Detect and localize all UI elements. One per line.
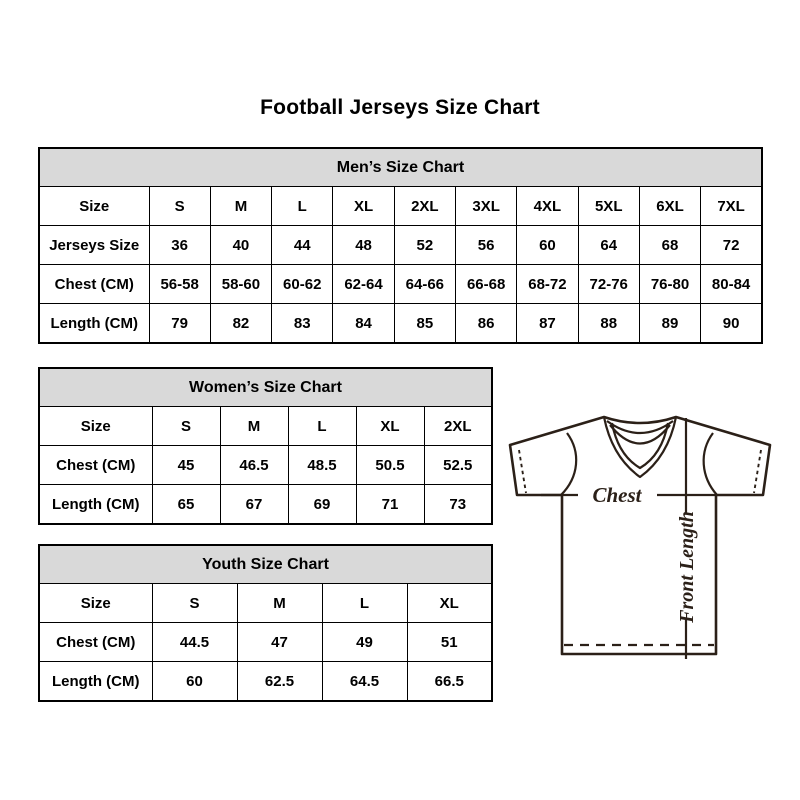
size-value-cell: 60 (152, 662, 237, 702)
size-value-cell: 67 (220, 485, 288, 525)
size-value-cell: 3XL (455, 187, 516, 226)
size-value-cell: 64 (578, 226, 639, 265)
chest-label: Chest (592, 483, 642, 507)
size-value-cell: M (220, 407, 288, 446)
size-value-cell: 6XL (639, 187, 700, 226)
size-value-cell: 51 (407, 623, 492, 662)
row-label: Length (CM) (39, 485, 152, 525)
row-label: Length (CM) (39, 304, 149, 344)
table-header-row (39, 545, 492, 584)
size-value-cell: 87 (517, 304, 578, 344)
size-value-cell: 40 (210, 226, 271, 265)
page-title: Football Jerseys Size Chart (260, 96, 540, 119)
size-value-cell: 49 (322, 623, 407, 662)
row-label: Size (39, 584, 152, 623)
size-value-cell: 68-72 (517, 265, 578, 304)
size-value-cell: L (288, 407, 356, 446)
size-value-cell: 86 (455, 304, 516, 344)
size-value-cell: 82 (210, 304, 271, 344)
size-value-cell: 72 (701, 226, 762, 265)
table-row (39, 485, 492, 525)
row-label: Size (39, 407, 152, 446)
row-label: Chest (CM) (39, 623, 152, 662)
table-row (39, 407, 492, 446)
row-label: Size (39, 187, 149, 226)
size-value-cell: 44.5 (152, 623, 237, 662)
table-row (39, 187, 762, 226)
size-value-cell: S (152, 407, 220, 446)
table-header-row (39, 368, 492, 407)
size-value-cell: 69 (288, 485, 356, 525)
size-value-cell: 89 (639, 304, 700, 344)
size-value-cell: 46.5 (220, 446, 288, 485)
size-value-cell: 48.5 (288, 446, 356, 485)
size-value-cell: 76-80 (639, 265, 700, 304)
table-header: Women’s Size Chart (39, 368, 492, 407)
size-value-cell: 79 (149, 304, 210, 344)
table-header-row (39, 148, 762, 187)
table-header: Men’s Size Chart (39, 148, 762, 187)
size-value-cell: 50.5 (356, 446, 424, 485)
size-value-cell: L (322, 584, 407, 623)
size-value-cell: 60 (517, 226, 578, 265)
size-value-cell: 58-60 (210, 265, 271, 304)
size-value-cell: 4XL (517, 187, 578, 226)
size-value-cell: 36 (149, 226, 210, 265)
size-value-cell: 52 (394, 226, 455, 265)
size-value-cell: S (152, 584, 237, 623)
table-row (39, 446, 492, 485)
size-value-cell: 73 (424, 485, 492, 525)
size-value-cell: 60-62 (272, 265, 333, 304)
size-value-cell: 80-84 (701, 265, 762, 304)
size-value-cell: 84 (333, 304, 394, 344)
size-value-cell: 62.5 (237, 662, 322, 702)
table-row (39, 623, 492, 662)
size-value-cell: 66.5 (407, 662, 492, 702)
size-value-cell: M (237, 584, 322, 623)
size-value-cell: 64.5 (322, 662, 407, 702)
size-value-cell: 5XL (578, 187, 639, 226)
front-length-label: Front Length (676, 511, 698, 623)
table-row (39, 265, 762, 304)
size-value-cell: 65 (152, 485, 220, 525)
size-value-cell: 48 (333, 226, 394, 265)
size-value-cell: XL (333, 187, 394, 226)
size-value-cell: 64-66 (394, 265, 455, 304)
row-label: Chest (CM) (39, 446, 152, 485)
womens-size-table (38, 367, 493, 525)
size-value-cell: S (149, 187, 210, 226)
table-row (39, 584, 492, 623)
table-row (39, 662, 492, 702)
size-value-cell: XL (356, 407, 424, 446)
size-value-cell: 7XL (701, 187, 762, 226)
size-value-cell: 66-68 (455, 265, 516, 304)
table-row (39, 226, 762, 265)
mens-size-table (38, 147, 763, 344)
size-value-cell: 47 (237, 623, 322, 662)
size-value-cell: 52.5 (424, 446, 492, 485)
size-value-cell: L (272, 187, 333, 226)
size-value-cell: 83 (272, 304, 333, 344)
size-value-cell: 85 (394, 304, 455, 344)
size-value-cell: 44 (272, 226, 333, 265)
size-value-cell: XL (407, 584, 492, 623)
table-row (39, 304, 762, 344)
size-value-cell: 88 (578, 304, 639, 344)
size-value-cell: 71 (356, 485, 424, 525)
youth-size-table (38, 544, 493, 702)
jersey-outline (510, 417, 770, 654)
size-value-cell: 45 (152, 446, 220, 485)
size-value-cell: 62-64 (333, 265, 394, 304)
row-label: Chest (CM) (39, 265, 149, 304)
size-value-cell: 56-58 (149, 265, 210, 304)
row-label: Length (CM) (39, 662, 152, 702)
size-value-cell: 68 (639, 226, 700, 265)
size-value-cell: 2XL (424, 407, 492, 446)
size-value-cell: 2XL (394, 187, 455, 226)
size-value-cell: 72-76 (578, 265, 639, 304)
row-label: Jerseys Size (39, 226, 149, 265)
size-value-cell: M (210, 187, 271, 226)
jersey-measurement-diagram (505, 402, 777, 664)
table-header: Youth Size Chart (39, 545, 492, 584)
size-value-cell: 90 (701, 304, 762, 344)
size-value-cell: 56 (455, 226, 516, 265)
